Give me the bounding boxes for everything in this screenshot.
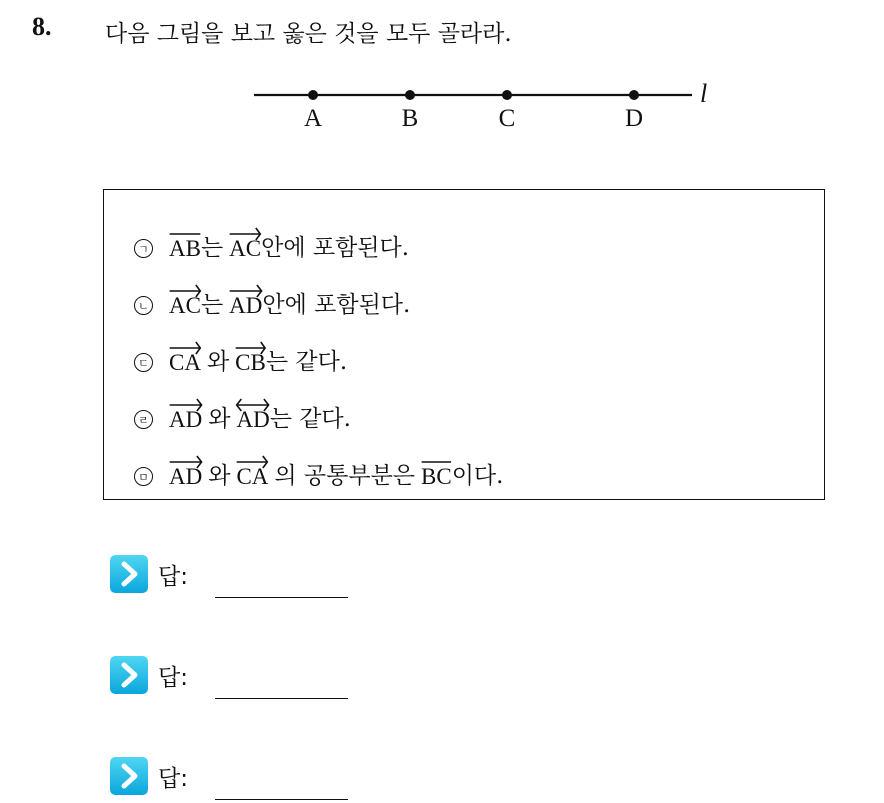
option-marker: ㄱ xyxy=(134,239,153,258)
point-b-label: B xyxy=(401,105,419,132)
ray-arrow xyxy=(236,454,268,466)
point-d xyxy=(629,90,639,100)
ray-arrow xyxy=(235,340,266,352)
option-text: 이다. xyxy=(451,463,504,489)
ray-symbol: AD xyxy=(169,397,202,433)
segment-symbol: AB xyxy=(169,226,201,262)
ray-arrow xyxy=(169,454,202,466)
line-double-arrow xyxy=(236,397,269,409)
option-2 xyxy=(134,285,410,319)
option-marker: ㄹ xyxy=(134,410,153,429)
ray-symbol: CA xyxy=(169,340,201,376)
ray-symbol: AC xyxy=(229,226,261,262)
point-c xyxy=(502,90,512,100)
answer-input[interactable] xyxy=(215,698,348,699)
answer-label: 답: xyxy=(158,664,188,691)
line-l-label: l xyxy=(700,79,708,108)
answer-input[interactable] xyxy=(215,597,348,598)
option-1 xyxy=(134,228,409,262)
point-b xyxy=(405,90,415,100)
option-text: 안에 포함된다. xyxy=(261,235,410,261)
answer-label: 답: xyxy=(158,563,188,590)
option-text: 는 xyxy=(200,235,224,261)
option-text: 는 같다. xyxy=(265,349,348,375)
option-text: 와 xyxy=(208,406,231,432)
ray-arrow xyxy=(169,397,202,409)
option-text: 와 xyxy=(208,463,231,489)
ray-symbol: AD xyxy=(229,283,262,319)
option-marker: ㅁ xyxy=(134,467,153,486)
option-text: 는 같다. xyxy=(269,406,351,432)
chevron-right-icon xyxy=(110,656,148,694)
answer-row-3 xyxy=(110,757,188,795)
point-a xyxy=(308,90,318,100)
point-d-label: D xyxy=(624,105,644,132)
answer-input[interactable] xyxy=(215,799,348,800)
options-box xyxy=(103,189,825,500)
point-a-label: A xyxy=(303,105,323,132)
line-figure xyxy=(240,70,720,144)
option-text: 의 공통부분은 xyxy=(274,463,416,489)
option-text: 는 xyxy=(200,292,224,318)
ray-arrow xyxy=(229,283,262,295)
segment-bar xyxy=(169,226,201,238)
line-diagram xyxy=(240,70,720,140)
option-marker: ㄷ xyxy=(134,353,153,372)
answer-label: 답: xyxy=(158,765,188,792)
segment-bar xyxy=(421,454,452,466)
ray-symbol: AC xyxy=(169,283,201,319)
option-5 xyxy=(134,456,503,490)
point-c-label: C xyxy=(498,105,516,132)
option-text: 안에 포함된다. xyxy=(262,292,411,318)
segment-symbol: BC xyxy=(421,454,452,490)
answer-row-2 xyxy=(110,656,188,694)
option-4 xyxy=(134,399,351,433)
ray-arrow xyxy=(169,340,201,352)
line-symbol: AD xyxy=(236,397,269,433)
ray-arrow xyxy=(229,226,261,238)
ray-symbol: CB xyxy=(235,340,266,376)
ray-arrow xyxy=(169,283,201,295)
chevron-right-icon xyxy=(110,757,148,795)
ray-symbol: CA xyxy=(236,454,268,490)
option-marker: ㄴ xyxy=(134,296,153,315)
option-3 xyxy=(134,342,347,376)
chevron-right-icon xyxy=(110,555,148,593)
option-text: 와 xyxy=(206,349,230,375)
ray-symbol: AD xyxy=(169,454,202,490)
question-text: 다음 그림을 보고 옳은 것을 모두 골라라. xyxy=(105,21,512,47)
question-number: 8. xyxy=(32,12,52,41)
answer-row-1 xyxy=(110,555,188,593)
